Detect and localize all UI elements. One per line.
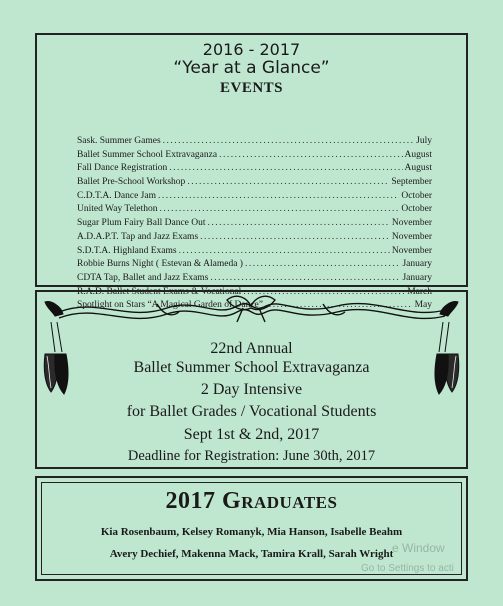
event-month: November xyxy=(391,218,432,229)
events-list xyxy=(77,135,432,313)
activation-watermark-hint: Go to Settings to acti xyxy=(361,563,454,574)
graduates-names-line-2: Avery Dechief, Makenna Mack, Tamira Krall, Sarah Wright xyxy=(109,548,394,560)
graduates-title: 2017 Graduates xyxy=(165,488,338,514)
event-row xyxy=(77,258,432,272)
event-row xyxy=(77,217,432,231)
event-name: C.D.T.A. Dance Jam xyxy=(77,190,156,201)
event-row xyxy=(77,231,432,245)
summer-deadline: Deadline for Registration: June 30th, 2017 xyxy=(127,448,376,464)
event-name: Fall Dance Registration xyxy=(77,163,168,174)
event-month: March xyxy=(407,286,432,297)
summer-intensive: 2 Day Intensive xyxy=(200,381,303,398)
event-name: Ballet Pre-School Workshop xyxy=(77,177,186,188)
event-month: August xyxy=(404,163,432,174)
graduates-names-line-1: Kia Rosenbaum, Kelsey Romanyk, Mia Hanson, Isabelle Beahm xyxy=(100,526,403,538)
event-row xyxy=(77,162,432,176)
events-panel xyxy=(35,33,468,311)
summer-dates: Sept 1st & 2nd, 2017 xyxy=(183,426,320,443)
event-row xyxy=(77,272,432,286)
summer-audience: for Ballet Grades / Vocational Students xyxy=(126,403,377,420)
dot-leader xyxy=(163,135,415,149)
summer-school-panel xyxy=(35,290,468,469)
dot-leader xyxy=(219,149,402,163)
dot-leader xyxy=(158,190,399,204)
dot-leader xyxy=(160,203,400,217)
event-month: November xyxy=(391,231,432,242)
dot-leader xyxy=(169,162,402,176)
event-name: A.D.A.P.T. Tap and Jazz Exams xyxy=(77,231,199,242)
event-name: Ballet Summer School Extravaganza xyxy=(77,149,218,160)
event-name: United Way Telethon xyxy=(77,204,158,215)
event-month: November xyxy=(391,245,432,256)
event-month: October xyxy=(401,204,432,215)
event-row xyxy=(77,245,432,259)
dot-leader xyxy=(187,176,389,190)
event-name: Sugar Plum Fairy Ball Dance Out xyxy=(77,218,206,229)
dot-leader xyxy=(179,245,390,259)
event-row xyxy=(77,176,432,190)
event-name: Spotlight on Stars “A Magical Garden of Dance” xyxy=(77,300,263,311)
event-row xyxy=(77,135,432,149)
event-month: May xyxy=(414,300,432,311)
activation-watermark: e Window xyxy=(392,541,445,555)
event-month: October xyxy=(401,190,432,201)
event-month: January xyxy=(402,272,432,283)
event-name: Robbie Burns Night ( Estevan & Alameda ) xyxy=(77,259,243,270)
dot-leader xyxy=(200,231,390,245)
event-month: September xyxy=(391,177,432,188)
season-year: 2016 - 2017 xyxy=(202,40,301,59)
event-row xyxy=(77,203,432,217)
dot-leader xyxy=(210,272,400,286)
dot-leader xyxy=(208,217,390,231)
event-name: Sask. Summer Games xyxy=(77,136,161,146)
event-name: S.D.T.A. Highland Exams xyxy=(77,245,177,256)
year-at-a-glance-title: “Year at a Glance” xyxy=(173,58,330,78)
event-month: July xyxy=(416,136,432,146)
dot-leader xyxy=(245,258,400,272)
event-month: August xyxy=(404,149,432,160)
event-name: R.A.D. Ballet Student Exams & Vocational xyxy=(77,286,242,297)
summer-title: Ballet Summer School Extravaganza xyxy=(133,359,370,376)
summer-annual-line: 22nd Annual xyxy=(210,340,293,357)
events-heading: EVENTS xyxy=(219,80,284,96)
event-name: CDTA Tap, Ballet and Jazz Exams xyxy=(77,272,209,283)
event-month: January xyxy=(402,259,432,270)
event-row xyxy=(77,190,432,204)
event-row xyxy=(77,149,432,163)
